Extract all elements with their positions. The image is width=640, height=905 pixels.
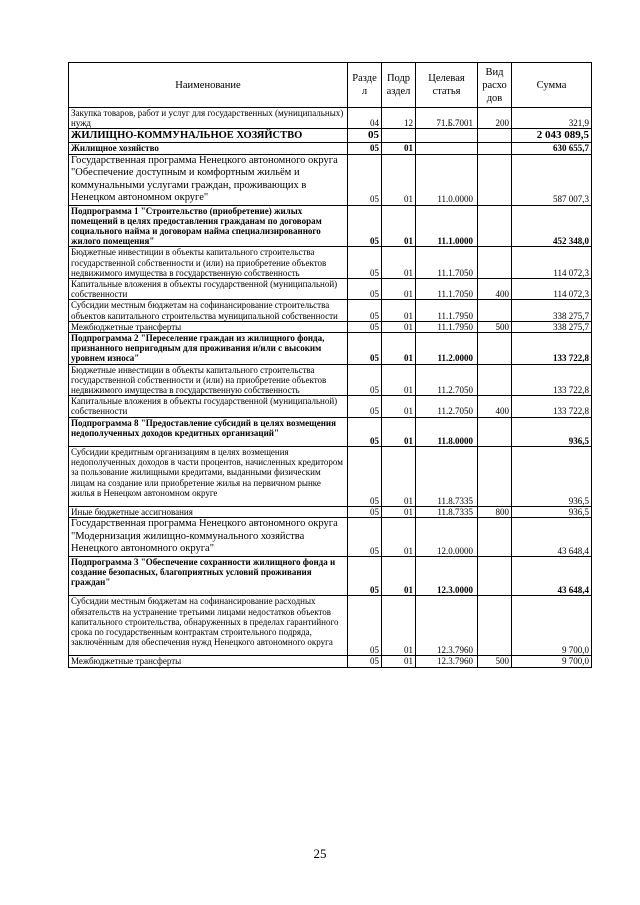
cell-sum: 452 348,0 (512, 205, 592, 247)
cell-podrazdel: 01 (382, 247, 416, 279)
cell-vid (478, 205, 512, 247)
cell-name: Межбюджетные трансферты (69, 321, 348, 332)
table-row (69, 556, 592, 596)
cell-podrazdel: 01 (382, 518, 416, 557)
cell-sum: 338 275,7 (512, 300, 592, 321)
cell-sum: 133 722,8 (512, 333, 592, 365)
cell-razdel: 05 (348, 333, 382, 365)
budget-table (68, 62, 592, 668)
cell-sum: 321,9 (512, 108, 592, 129)
cell-razdel: 05 (348, 596, 382, 656)
header-vid: Вид расхо дов (478, 63, 512, 108)
cell-sum: 43 648,4 (512, 556, 592, 596)
header-name: Наименование (69, 63, 348, 108)
cell-name: Жилищное хозяйство (69, 143, 348, 154)
cell-name: ЖИЛИЩНО-КОММУНАЛЬНОЕ ХОЗЯЙСТВО (69, 129, 348, 143)
table-row (69, 333, 592, 365)
cell-vid (478, 518, 512, 557)
cell-podrazdel: 12 (382, 108, 416, 129)
header-target: Целевая статья (416, 63, 478, 108)
cell-sum: 936,5 (512, 417, 592, 446)
cell-target: 11.1.7050 (416, 279, 478, 300)
cell-razdel: 05 (348, 143, 382, 154)
cell-name: Подпрограмма 3 "Обеспечение сохранности жилищного фонда и создание безопасных, благоприятных условий проживания граждан" (69, 556, 348, 596)
cell-name: Капитальные вложения в объекты государственной (муниципальной) собственности (69, 396, 348, 417)
cell-vid: 500 (478, 321, 512, 332)
table-row (69, 507, 592, 518)
cell-target: 12.3.0000 (416, 556, 478, 596)
table-row (69, 364, 592, 396)
cell-podrazdel: 01 (382, 364, 416, 396)
cell-name: Государственная программа Ненецкого автономного округа "Модернизация жилищно-коммунального хозяйства Ненецкого автономного округа" (69, 518, 348, 557)
cell-razdel: 05 (348, 396, 382, 417)
cell-vid (478, 417, 512, 446)
cell-target: 11.1.0000 (416, 205, 478, 247)
table-row (69, 154, 592, 205)
cell-razdel: 05 (348, 205, 382, 247)
cell-podrazdel: 01 (382, 556, 416, 596)
cell-sum: 133 722,8 (512, 396, 592, 417)
cell-vid (478, 596, 512, 656)
cell-vid (478, 247, 512, 279)
cell-razdel: 05 (348, 417, 382, 446)
cell-razdel: 05 (348, 321, 382, 332)
cell-target (416, 129, 478, 143)
table-row (69, 447, 592, 507)
cell-vid: 800 (478, 507, 512, 518)
cell-target: 11.8.7335 (416, 507, 478, 518)
cell-sum: 43 648,4 (512, 518, 592, 557)
cell-sum: 936,5 (512, 447, 592, 507)
cell-razdel: 05 (348, 300, 382, 321)
cell-podrazdel (382, 129, 416, 143)
cell-name: Подпрограмма 1 "Строительство (приобретение) жилых помещений в целях предоставления гражданам по договорам социального найма и договорам найма специализированного жилого помещения" (69, 205, 348, 247)
cell-podrazdel: 01 (382, 279, 416, 300)
cell-target: 11.8.0000 (416, 417, 478, 446)
header-podrazdel: Подр аздел (382, 63, 416, 108)
cell-vid (478, 154, 512, 205)
cell-podrazdel: 01 (382, 396, 416, 417)
cell-vid (478, 300, 512, 321)
cell-sum: 630 655,7 (512, 143, 592, 154)
cell-name: Субсидии местным бюджетам на софинансирование строительства объектов капитального строительства муниципальной собственности (69, 300, 348, 321)
page-number: 25 (313, 846, 327, 861)
cell-name: Субсидии местным бюджетам на софинансирование расходных обязательств на устранение третьими лицами недостатков объектов капитального строительства, обнаруженных в пределах гарантийного срока по государственным контрактам строительного подряда, заключённым для обеспечения нужд Ненецкого автономного округа (69, 596, 348, 656)
header-sum: Сумма (512, 63, 592, 108)
cell-vid: 200 (478, 108, 512, 129)
cell-vid: 400 (478, 279, 512, 300)
cell-target: 12.0.0000 (416, 518, 478, 557)
cell-sum: 338 275,7 (512, 321, 592, 332)
cell-vid: 500 (478, 656, 512, 667)
cell-razdel: 05 (348, 507, 382, 518)
cell-vid (478, 129, 512, 143)
table-row (69, 108, 592, 129)
cell-target: 11.2.7050 (416, 396, 478, 417)
table-row (69, 300, 592, 321)
cell-sum: 2 043 089,5 (512, 129, 592, 143)
cell-vid (478, 333, 512, 365)
cell-razdel: 05 (348, 247, 382, 279)
cell-target: 11.1.7950 (416, 321, 478, 332)
table-row (69, 396, 592, 417)
cell-podrazdel: 01 (382, 656, 416, 667)
cell-sum: 133 722,8 (512, 364, 592, 396)
cell-sum: 114 072,3 (512, 279, 592, 300)
cell-podrazdel: 01 (382, 300, 416, 321)
cell-name: Государственная программа Ненецкого автономного округа "Обеспечение доступным и комфортным жильём и коммунальными услугами граждан, проживающих в Ненецком автономном округе" (69, 154, 348, 205)
cell-name: Бюджетные инвестиции в объекты капитального строительства государственной собственности и (или) на приобретение объектов недвижимого имущества в государственную собственность (69, 247, 348, 279)
cell-razdel: 05 (348, 556, 382, 596)
cell-razdel: 05 (348, 154, 382, 205)
cell-podrazdel: 01 (382, 321, 416, 332)
cell-podrazdel: 01 (382, 596, 416, 656)
cell-razdel: 05 (348, 364, 382, 396)
cell-target: 11.1.7050 (416, 247, 478, 279)
cell-sum: 114 072,3 (512, 247, 592, 279)
cell-razdel: 04 (348, 108, 382, 129)
cell-target: 11.8.7335 (416, 447, 478, 507)
cell-vid (478, 364, 512, 396)
cell-razdel: 05 (348, 518, 382, 557)
table-row (69, 417, 592, 446)
cell-name: Иные бюджетные ассигнования (69, 507, 348, 518)
table-row (69, 596, 592, 656)
table-row (69, 656, 592, 667)
cell-vid (478, 143, 512, 154)
cell-podrazdel: 01 (382, 333, 416, 365)
cell-name: Подпрограмма 8 "Предоставление субсидий в целях возмещения недополученных доходов кредитных организаций" (69, 417, 348, 446)
cell-name: Межбюджетные трансферты (69, 656, 348, 667)
cell-podrazdel: 01 (382, 417, 416, 446)
cell-podrazdel: 01 (382, 507, 416, 518)
cell-razdel: 05 (348, 656, 382, 667)
cell-vid (478, 447, 512, 507)
cell-razdel: 05 (348, 279, 382, 300)
cell-vid: 400 (478, 396, 512, 417)
cell-podrazdel: 01 (382, 447, 416, 507)
table-row (69, 129, 592, 143)
cell-name: Подпрограмма 2 "Переселение граждан из жилищного фонда, признанного непригодным для проживания и/или с высоким уровнем износа" (69, 333, 348, 365)
cell-name: Субсидии кредитным организациям в целях возмещения недополученных доходов в части процентов, начисленных кредитором за пользование жилищными кредитами, выданными физическим лицам на создание или приобретение жилья на первичном рынке жилья в Ненецком автономном округе (69, 447, 348, 507)
table-row (69, 279, 592, 300)
cell-target: 11.2.7050 (416, 364, 478, 396)
cell-target (416, 143, 478, 154)
table-row (69, 205, 592, 247)
cell-name: Капитальные вложения в объекты государственной (муниципальной) собственности (69, 279, 348, 300)
table-body (69, 108, 592, 668)
cell-sum: 9 700,0 (512, 656, 592, 667)
cell-target: 12.3.7960 (416, 596, 478, 656)
cell-name: Закупка товаров, работ и услуг для государственных (муниципальных) нужд (69, 108, 348, 129)
cell-podrazdel: 01 (382, 143, 416, 154)
cell-target: 12.3.7960 (416, 656, 478, 667)
cell-sum: 9 700,0 (512, 596, 592, 656)
table-row (69, 143, 592, 154)
cell-razdel: 05 (348, 129, 382, 143)
cell-vid (478, 556, 512, 596)
cell-target: 11.1.7950 (416, 300, 478, 321)
cell-sum: 936,5 (512, 507, 592, 518)
table-row (69, 518, 592, 557)
cell-sum: 587 007,3 (512, 154, 592, 205)
table-row (69, 247, 592, 279)
cell-razdel: 05 (348, 447, 382, 507)
cell-name: Бюджетные инвестиции в объекты капитального строительства государственной собственности и (или) на приобретение объектов недвижимого имущества в государственную собственность (69, 364, 348, 396)
header-razdel: Разде л (348, 63, 382, 108)
cell-target: 11.0.0000 (416, 154, 478, 205)
cell-podrazdel: 01 (382, 154, 416, 205)
cell-target: 11.2.0000 (416, 333, 478, 365)
cell-target: 71.Б.7001 (416, 108, 478, 129)
cell-podrazdel: 01 (382, 205, 416, 247)
table-row (69, 321, 592, 332)
